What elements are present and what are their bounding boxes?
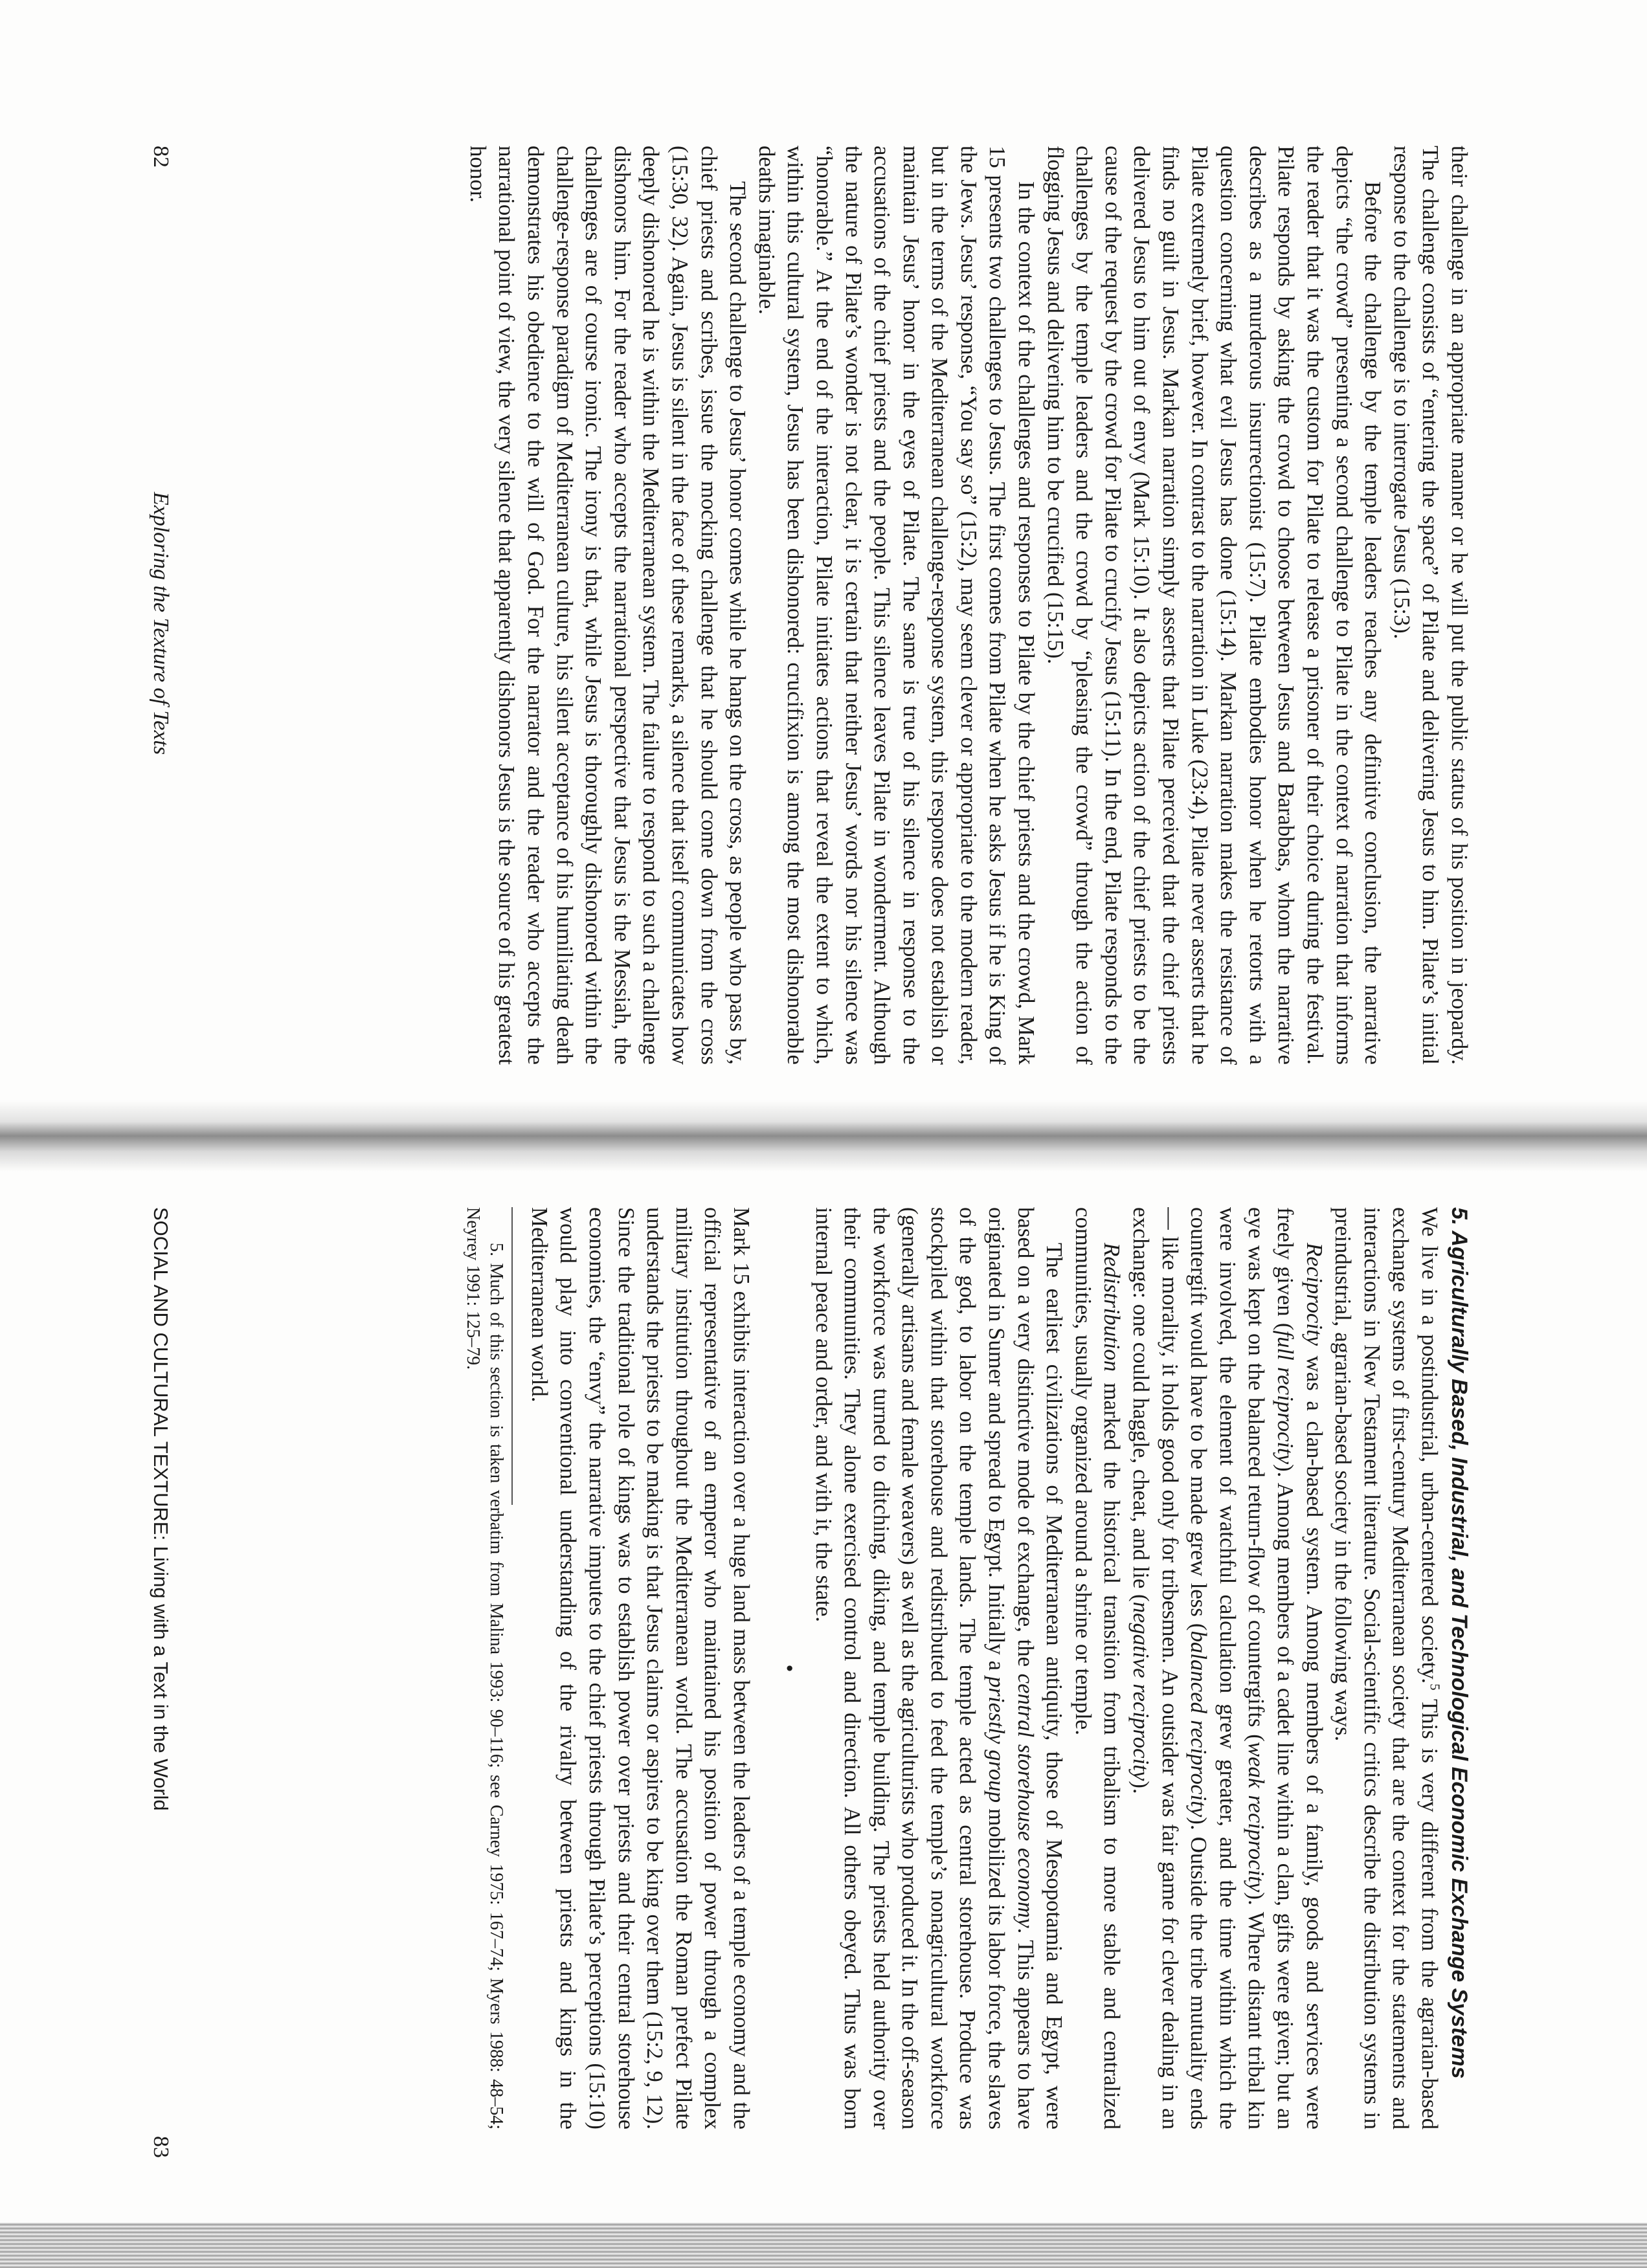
left-page: [0, 0, 1647, 1100]
intro-text: We live in a postindustrial, urban-centered society.: [1417, 1207, 1442, 1684]
intro-text-cont: This is very different from the agrarian-based exchange systems of first-century Mediterranean society that are the context for the statements and interactions in New Testament literature. Social-scientific critics describe the distribution systems in preindustrial, agrarian-based society in the following ways.: [1330, 1207, 1442, 2129]
right-page: [0, 1172, 1647, 2220]
text-run: mobilized its labor force, the slaves of the god, to labor on the temple lands. The temple acted as central storehouse. Produce was stockpiled within that storehouse and redistributed to feed the temple’s nonagricultural workforce (generally artisans and female weavers) as well as the agriculturists who produced it. In the off-season the workforce was turned to ditching, diking, and temple building. The priests held authority over their communities. They alone exercised control and direction. All others obeyed. Thus was born internal peace and order, and with it, the state.: [811, 1207, 1010, 2129]
paragraph: [1068, 1207, 1126, 2129]
running-head: Exploring the Texture of Texts: [149, 492, 173, 755]
paragraph: The second challenge to Jesus’ honor comes while he hangs on the cross, as people who pass by, chief priests and scribes, issue the mocking challenge that he should come down from the cross (15:30, 32). Again, Jesus is silent in the face of these remarks, a silence that itself communicates how deeply dishonored he is within the Mediterranean system. The failure to respond to such a challenge dishonors him. For the reader who accepts the narrational perspective that Jesus is the Messiah, the challenges are of course ironic. The irony is that, while Jesus is thoroughly dishonored within the challenge-response paradigm of Mediterranean culture, his silent acceptance of his humiliating death demonstrates his obedience to the will of God. For the narrator and the reader who accepts the narrational point of view, the very silence that apparently dishonors Jesus is the source of his greatest honor.: [465, 146, 751, 1065]
text-run: marked the historical transition from tribalism to more stable and centralized communities, usually organized around a shrine or temple.: [1070, 1207, 1125, 2129]
page-number: 83: [149, 2136, 173, 2158]
paragraph: [1126, 1207, 1328, 2129]
term: negative reciprocity: [1128, 1601, 1154, 1781]
text-run: ). Outside the tribe mutuality ends — like morality, it holds good only for tribesmen. An outsider was fair game for clever dealing in an exchange: one could haggle, cheat, and lie (: [1128, 1207, 1212, 2129]
text-run: The earliest civilizations of Mediterranean antiquity, those of Mesopotamia and Egypt, were based on a very distinctive mode of exchange, the: [1013, 1207, 1068, 2129]
book-gutter: [0, 1100, 1647, 1172]
footnote: 5. Much of this section is taken verbatim from Malina 1993: 90–116; see Carney 1975: 167–74; Myers 1988: 48–54; Neyrey 1991: 125–79.: [463, 1207, 507, 2129]
paragraph: [1328, 1207, 1444, 2129]
term: balanced reciprocity: [1186, 1630, 1212, 1818]
text-run: was a clan-based system. Among members of a family, goods and services were freely given (: [1273, 1207, 1327, 2129]
paragraph: In the context of the challenges and responses to Pilate by the chief priests and the crowd, Mark 15 presents two challenges to Jesus. The first comes from Pilate when he asks Jesus if he is King of the Jews. Jesus’ response, “You say so” (15:2), may seem clever or appropriate to the modern reader, but in the terms of the Mediterranean challenge-response system, this response does not establish or maintain Jesus’ honor in the eyes of Pilate. The same is true of his silence in response to the accusations of the chief priests and the people. This silence leaves Pilate in wonderment. Although the nature of Pilate’s wonder is not clear, it is certain that neither Jesus’ words nor his silence was “honorable.” At the end of the interaction, Pilate initiates actions that reveal the extent to which, within this cultural system, Jesus has been dishonored: crucifixion is among the most dishonorable deaths imaginable.: [754, 146, 1040, 1065]
right-text-block: [185, 1207, 1473, 2129]
page-edge: [0, 2223, 1647, 2268]
section-separator: •: [776, 1664, 802, 1673]
term: full reciprocity: [1273, 1330, 1299, 1465]
term: weak reciprocity: [1244, 1741, 1270, 1893]
text-run: ).: [1128, 1781, 1154, 1794]
paragraph: Mark 15 exhibits interaction over a huge land mass between the leaders of a temple economy and the official representative of an emperor who maintained his position of power through a complex military institution throughout the Mediterranean world. The accusation the Roman prefect Pilate understands the priests to be making is that Jesus claims or aspires to be king over them (15:2, 9, 12). Since the traditional role of kings was to establish power over priests and their central storehouse economies, the “envy” the narrative imputes to the chief priests through Pilate’s perceptions (15:10) would play into conventional understanding of the rivalry between priests and kings in the Mediterranean world.: [526, 1207, 754, 2129]
paragraph: Before the challenge by the temple leaders reaches any definitive conclusion, the narrative depicts “the crowd” presenting a second challenge to Pilate in the context of narration that informs the reader that it was the custom for Pilate to release a prisoner of their choice during the festival. Pilate responds by asking the crowd to choose between Jesus and Barabbas, whom the narrative describes as a murderous insurrectionist (15:7). Pilate embodies honor when he retorts with a question concerning what evil Jesus has done (15:14). Markan narration makes the resistance of Pilate extremely brief, however. In contrast to the narration in Luke (23:4), Pilate never asserts that he finds no guilt in Jesus. Markan narration simply asserts that Pilate perceived that the chief priests delivered Jesus to him out of envy (Mark 15:10). It also depicts action of the chief priests to be the cause of the request by the crowd for Pilate to crucify Jesus (15:11). In the end, Pilate responds to the challenges by the temple leaders and the crowd by “pleasing the crowd” through the action of flogging Jesus and delivering him to be crucified (15:15).: [1042, 146, 1386, 1065]
term: priestly group: [984, 1676, 1010, 1803]
page-number: 82: [149, 146, 173, 168]
text-run: ). Where distant tribal kin were involved, the element of watchful calculation grew greater, and the time within which the countergift would have to be made grew less (: [1186, 1207, 1270, 2129]
text-run: . This appears to have originated in Sumer and spread to Egypt. Initially a: [984, 1207, 1038, 2129]
paragraph: [809, 1207, 1068, 2129]
footnote-rule: [511, 1207, 513, 1505]
section-heading: 5. Agriculturally Based, Industrial, and Technological Economic Exchange Systems: [1447, 1207, 1472, 2079]
term: central storehouse economy: [1013, 1673, 1038, 1928]
left-text-block: [185, 146, 1473, 1065]
term: Redistribution: [1099, 1243, 1125, 1372]
term: Reciprocity: [1301, 1243, 1327, 1346]
footnote-marker: 5: [1427, 1684, 1443, 1691]
paragraph: their challenge in an appropriate manner or he will put the public status of his position in jeopardy. The challenge consists of “entering the space” of Pilate and delivering Jesus to him. Pilate’s initial response to the challenge is to interrogate Jesus (15:3).: [1389, 146, 1472, 1065]
running-head: SOCIAL AND CULTURAL TEXTURE: Living with a Text in the World: [150, 1207, 172, 1811]
text-run: ). Among members of a cadet line within a clan, gifts were given; but an eye was kept on the balanced return-flow of countergifts (: [1244, 1207, 1299, 2129]
